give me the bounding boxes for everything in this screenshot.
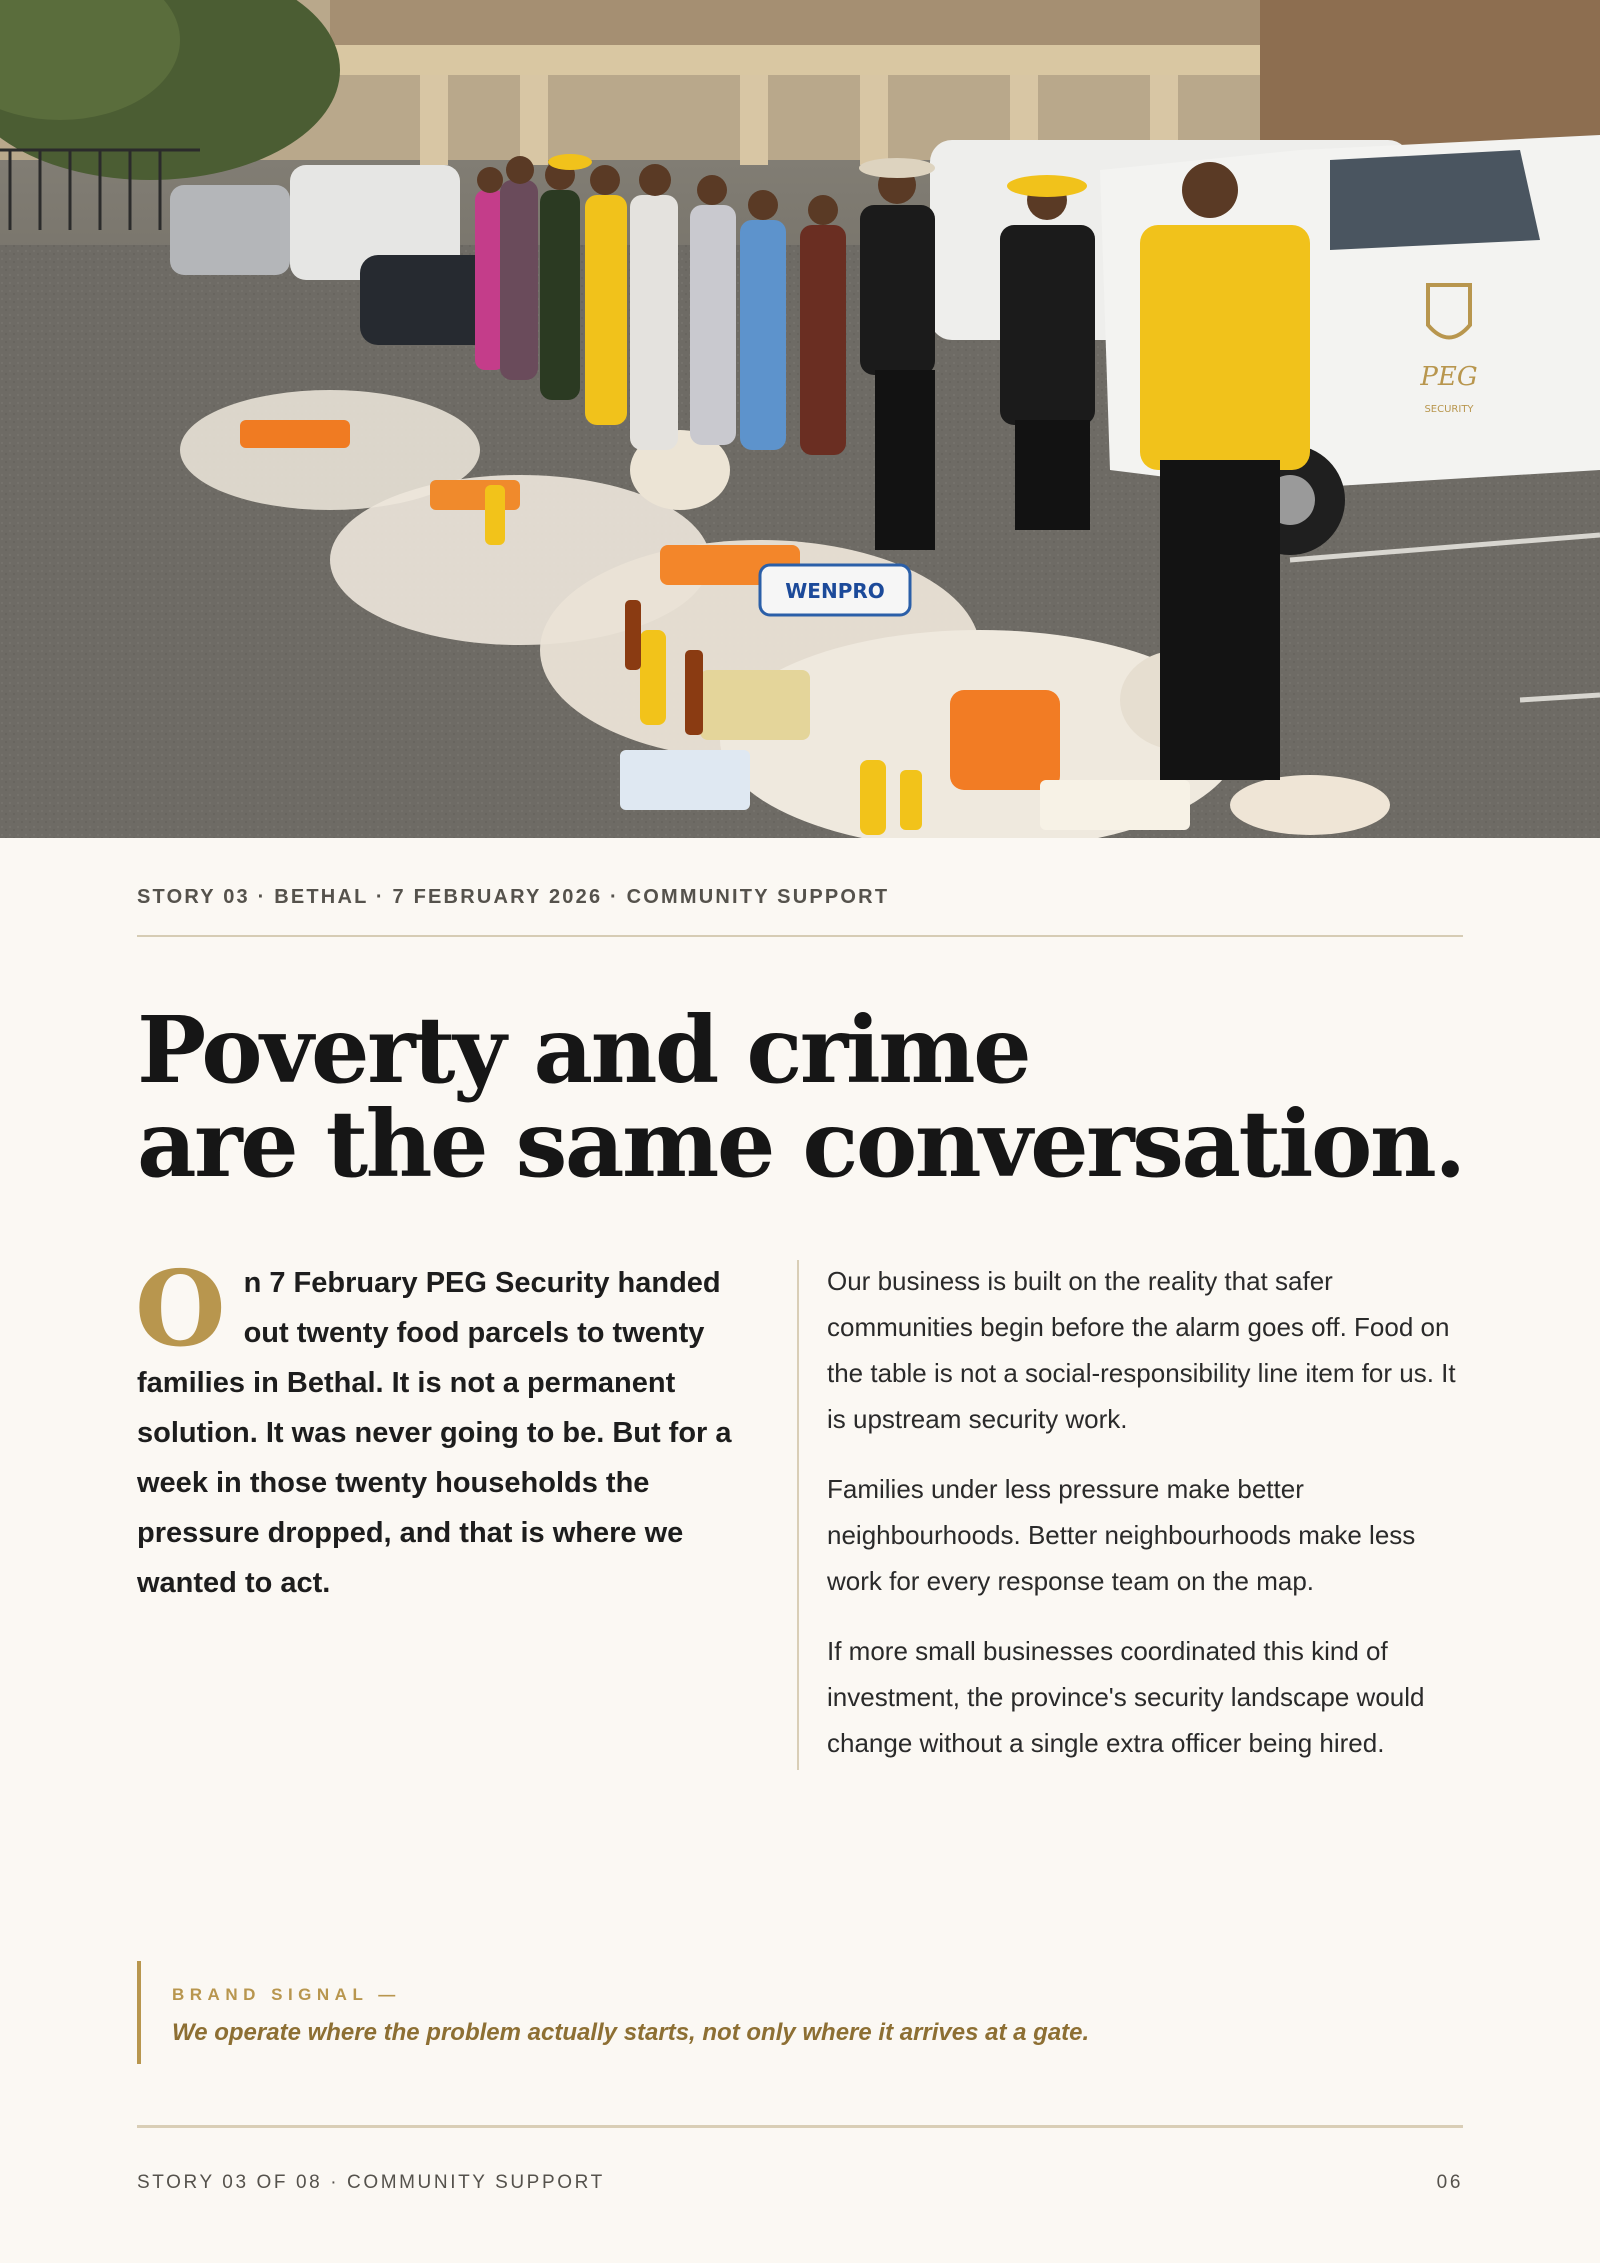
brand-signal-callout bbox=[137, 1961, 1337, 2064]
page-title bbox=[137, 996, 1464, 1198]
bag-label: WENPRO bbox=[785, 579, 885, 603]
footer-story-info: STORY 03 OF 08 · COMMUNITY SUPPORT bbox=[137, 2172, 605, 2193]
vehicle-brand-sub: SECURITY bbox=[1424, 404, 1474, 415]
headline-line-2: are the same conversation. bbox=[137, 1090, 1464, 1198]
hero-photo bbox=[0, 0, 1600, 838]
column-divider bbox=[797, 1260, 799, 1770]
community-food-parcel-photo bbox=[0, 0, 1600, 838]
page-number: 06 bbox=[1436, 2172, 1463, 2193]
lead-paragraph bbox=[135, 1247, 772, 1608]
body-paragraph-3: If more small businesses coordinated this kind of investment, the province's security landscape would change without a single extra officer being hired. bbox=[827, 1636, 1425, 1758]
headline-line-1: Poverty and crime bbox=[137, 996, 1030, 1104]
drop-cap: O bbox=[135, 1247, 226, 1370]
divider-top bbox=[137, 935, 1463, 937]
vehicle-brand-logo: PEG bbox=[1420, 362, 1478, 392]
brand-signal-text: We operate where the problem actually starts, not only where it arrives at a gate. bbox=[172, 2019, 1090, 2046]
body-column bbox=[827, 1258, 1463, 1790]
body-paragraph-1: Our business is built on the reality that safer communities begin before the alarm goes off. Food on the table is not a social-responsibility line item for us. It is upstream security work. bbox=[827, 1266, 1456, 1434]
brand-signal-label: BRAND SIGNAL — bbox=[172, 1985, 401, 2004]
divider-bottom bbox=[137, 2125, 1463, 2128]
body-paragraph-2: Families under less pressure make better neighbourhoods. Better neighbourhoods make less work for every response team on the map. bbox=[827, 1474, 1416, 1596]
story-meta: STORY 03 · BETHAL · 7 FEBRUARY 2026 · COMMUNITY SUPPORT bbox=[137, 886, 890, 908]
lead-text: n 7 February PEG Security handed out twenty food parcels to twenty families in Bethal. It is not a permanent solution. It was never going to be. But for a week in those twenty households the pressure dropped, and that is where we wanted to act. bbox=[137, 1267, 732, 1599]
